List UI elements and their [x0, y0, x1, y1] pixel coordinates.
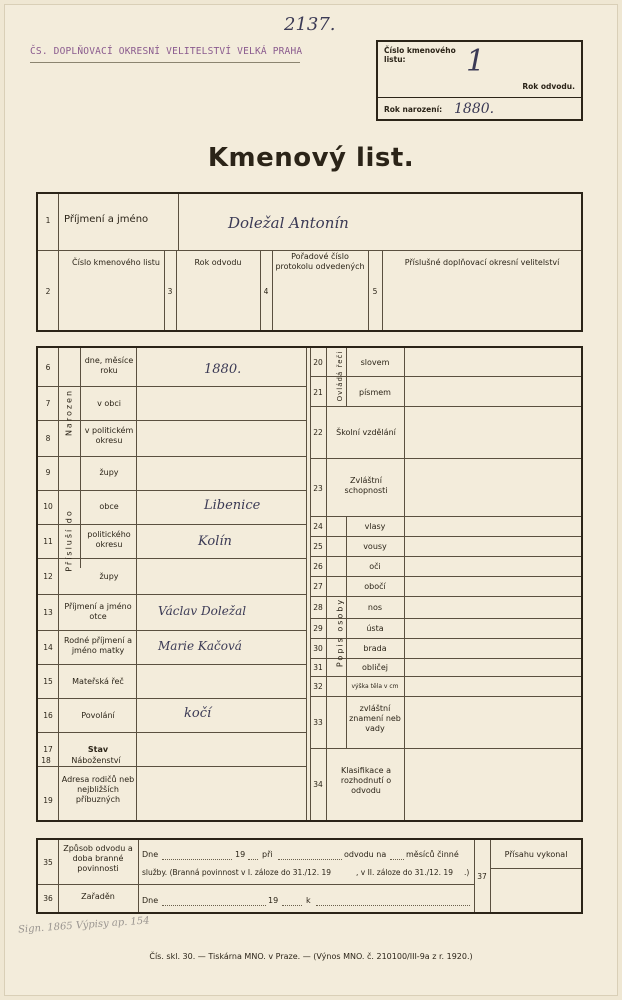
row-number: 21: [313, 388, 323, 397]
sheet-number-value: 1: [466, 44, 486, 79]
row-label: výška těla v cm: [351, 683, 399, 690]
registration-info-box: [376, 40, 583, 121]
row-number: 10: [43, 502, 53, 511]
row-number: 29: [313, 624, 323, 633]
document-number: 2137.: [284, 14, 336, 35]
row-number: 36: [43, 894, 53, 903]
row-number: 24: [313, 522, 323, 531]
stamp-underline: [30, 62, 300, 63]
row-number: 28: [313, 603, 323, 612]
row-number: 37: [477, 872, 487, 881]
row-number: 31: [313, 663, 323, 672]
row-label: Příjmení a jméno otce: [64, 602, 132, 621]
row-label: Mateřská řeč: [72, 677, 124, 686]
oath-label: Přísahu vykonal: [504, 850, 568, 859]
row-label: brada: [363, 644, 387, 653]
row-number: 25: [313, 542, 323, 551]
row-number: 17: [43, 745, 53, 754]
surname-name-value: Doležal Antonín: [228, 214, 349, 232]
row-label: ústa: [366, 624, 384, 633]
row-number: 6: [45, 363, 51, 372]
row-number: 9: [45, 468, 51, 477]
personal-details-table: [36, 346, 583, 822]
row-label: Povolání: [81, 711, 115, 720]
row-number: 14: [43, 643, 53, 652]
row-label: obličej: [362, 663, 388, 672]
row-number: 11: [43, 537, 53, 546]
row-label: zvláštní znamení neb vady: [349, 704, 401, 733]
row-label: obočí: [364, 582, 386, 591]
assigned-year-prefix: 19: [268, 896, 279, 905]
row-number: 7: [45, 399, 51, 408]
row-label: nos: [367, 603, 383, 612]
at-label: při: [262, 850, 273, 859]
months-label: měsíců činné: [406, 850, 459, 859]
row-number: 12: [43, 572, 53, 581]
row-number: 5: [372, 287, 378, 296]
row-label: Adresa rodičů neb nejbližších příbuzných: [61, 775, 135, 804]
column-label: Rok odvodu: [194, 258, 242, 267]
home-district-value: Kolín: [198, 534, 232, 549]
service-line-end: .): [464, 868, 470, 877]
draft-label: odvodu na: [344, 850, 387, 859]
mother-name-value: Marie Kačová: [158, 639, 242, 653]
row-label: vlasy: [364, 522, 386, 531]
row-number: 8: [45, 434, 51, 443]
row-label: Stav: [87, 745, 109, 754]
row-number: 1: [45, 216, 51, 225]
row-number: 30: [313, 644, 323, 653]
row-number: 33: [313, 718, 323, 727]
service-line: služby. (Branná povinnost v I. záloze do 31./12. 19: [142, 868, 332, 877]
row-label: v politickém okresu: [84, 426, 134, 445]
row-label: oči: [369, 562, 381, 571]
infobox-divider: [378, 97, 581, 98]
group-label-born: Narozen: [64, 388, 74, 437]
birth-year-value: 1880.: [454, 101, 495, 117]
service-line-reserve: , v II. záloze do 31./12. 19: [356, 868, 453, 877]
row-label: Zvláštní schopnosti: [344, 476, 388, 495]
row-number: 23: [313, 484, 323, 493]
row-number: 32: [313, 682, 323, 691]
row-label: obce: [99, 502, 119, 511]
row-label: dne, měsíce roku: [84, 356, 134, 375]
row-label: župy: [99, 572, 119, 581]
page-title: Kmenový list.: [207, 143, 415, 173]
home-municipality-value: Libenice: [204, 498, 261, 513]
row-number: 4: [263, 287, 269, 296]
office-stamp: ČS. DOPLŇOVACÍ OKRESNÍ VELITELSTVÍ VELKÁ PRAHA: [30, 46, 303, 57]
row-number: 22: [313, 428, 323, 437]
draft-year-label: Rok odvodu.: [522, 82, 575, 91]
row-label: politického okresu: [87, 530, 131, 549]
row-label: vousy: [363, 542, 387, 551]
row-number: 27: [313, 582, 323, 591]
father-name-value: Václav Doležal: [158, 604, 247, 618]
row-label: Školní vzdělání: [336, 428, 396, 437]
row-label: v obci: [97, 399, 121, 408]
birth-year-label: Rok narození:: [384, 105, 443, 114]
group-label-description: Popis osoby: [335, 597, 345, 668]
row-number: 19: [43, 796, 53, 805]
row-label: písmem: [359, 388, 391, 397]
row-number: 34: [313, 780, 323, 789]
column-label: Pořadové číslo protokolu odvedených: [275, 252, 365, 271]
row-number: 13: [43, 608, 53, 617]
surname-name-label: Příjmení a jméno: [64, 214, 149, 225]
row-number: 2: [45, 287, 51, 296]
row-number: 16: [43, 711, 53, 720]
row-label: Náboženství: [71, 756, 121, 765]
pencil-note: Sign. 1865 Výpisy ap. 154: [17, 915, 150, 936]
row-label: župy: [99, 468, 119, 477]
row-number: 20: [313, 358, 323, 367]
row-number: 26: [313, 562, 323, 571]
row-number: 35: [43, 858, 53, 867]
row-label: slovem: [360, 358, 390, 367]
row-label: Klasifikace a rozhodnutí o odvodu: [340, 766, 392, 795]
column-label: Číslo kmenového listu: [72, 258, 160, 267]
row-number: 15: [43, 677, 53, 686]
row-label: Rodné příjmení a jméno matky: [64, 636, 132, 655]
personal-header-table: [36, 192, 583, 332]
assigned-date-label: Dne: [142, 896, 159, 905]
group-label-languages: Ovládá řeči: [336, 350, 344, 402]
row-number: 3: [167, 287, 173, 296]
printer-footer: Čís. skl. 30. — Tiskárna MNO. v Praze. — (Výnos MNO. č. 210100/III-9a z r. 1920.): [149, 952, 473, 961]
occupation-value: kočí: [184, 706, 212, 721]
row-number: 18: [41, 756, 51, 765]
assigned-to-label: k: [306, 896, 311, 905]
birth-date-value: 1880.: [204, 362, 242, 377]
group-label-belongs: Přísluší do: [64, 509, 74, 572]
service-table: [36, 838, 583, 914]
date-label: Dne: [142, 850, 159, 859]
row-label: Způsob odvodu a doba branné povinnosti: [63, 844, 133, 873]
sheet-number-label: Číslo kmenového listu:: [384, 46, 456, 64]
row-label: Zařaděn: [81, 892, 115, 901]
year-prefix: 19: [235, 850, 246, 859]
column-label: Příslušné doplňovací okresní velitelství: [404, 258, 560, 267]
